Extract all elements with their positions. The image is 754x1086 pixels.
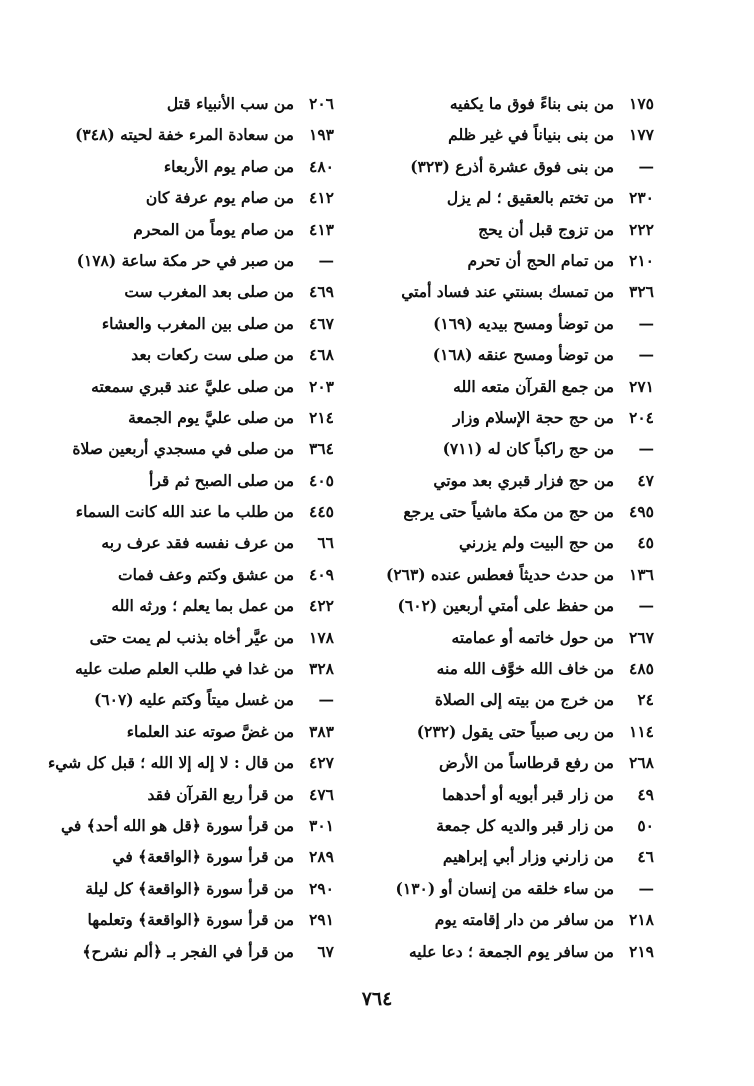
index-entry: [64, 465, 334, 496]
index-entry: [402, 151, 654, 182]
entry-number: ٤٠٥: [309, 470, 334, 490]
index-entry: [402, 779, 654, 810]
index-entry: [397, 590, 654, 621]
index-entry: [402, 433, 654, 464]
entry-number: ٢٠٦: [309, 94, 334, 113]
entry-number: ٤٩٥: [629, 502, 654, 522]
index-entry: [64, 716, 334, 747]
entry-text: من حج البيت ولم يزرني: [459, 533, 614, 553]
entry-text: من قرأ سورة ﴿قل هو الله أحد﴾ في: [60, 815, 294, 835]
entry-text: من ربى صبياً حتى يقول (٢٣٢): [416, 721, 614, 741]
entry-number: ٤٧: [637, 470, 654, 490]
entry-text: من تمام الحج أن تحرم: [467, 250, 614, 270]
entry-number: ٤٠٩: [309, 564, 334, 584]
index-entry: [402, 119, 654, 150]
entry-number: ٤٢٢: [309, 596, 334, 616]
entry-number: ٦٦: [317, 533, 334, 553]
entry-text: من تختم بالعقيق ؛ لم يزل: [446, 188, 614, 208]
index-entry: [64, 402, 334, 433]
entry-text: من بنى بنياناً في غير ظلم: [448, 125, 614, 145]
entry-number: ٤٩: [637, 784, 654, 804]
entry-text: من قرأ سورة ﴿الواقعة﴾ وتعلمها: [87, 910, 294, 930]
entry-number: ٢١٩: [629, 941, 654, 961]
entry-text: من حفظ على أمتي أربعين (٦٠٢): [397, 596, 614, 616]
entry-number: ٣٠١: [309, 815, 334, 835]
index-entry: [402, 716, 654, 747]
index-entry: [64, 559, 334, 590]
entry-number: ٢٨٩: [309, 847, 334, 867]
index-entry: [64, 308, 334, 339]
index-entry: [64, 339, 334, 370]
entry-number: ٣٨٣: [309, 721, 334, 741]
entry-number: ٤٨٥: [629, 659, 654, 679]
entry-text: من صلى الصبح ثم قرأ: [149, 470, 294, 490]
entry-number: ٣٦٤: [309, 439, 334, 459]
entry-text: من عمل بما يعلم ؛ ورثه الله: [111, 596, 294, 616]
entry-number: ١٧٨: [309, 627, 334, 647]
entry-text: من تمسك بسنتي عند فساد أمتي: [401, 282, 614, 302]
entry-text: من توضأ ومسح عنقه (١٦٨): [432, 345, 614, 365]
index-entry: [64, 182, 334, 213]
entry-text: من تزوج قبل أن يحج: [478, 219, 614, 239]
entry-text: من سافر يوم الجمعة ؛ دعا عليه: [408, 941, 614, 961]
index-column-right: [385, 88, 654, 967]
entry-number: ٣٢٦: [629, 282, 654, 302]
index-entry: [47, 747, 334, 778]
entry-text: من حدث حديثاً فعطس عنده (٢٦٣): [385, 564, 614, 584]
index-entry: [402, 747, 654, 778]
entry-number: ١١٤: [629, 721, 654, 741]
entry-number: ٢٤: [637, 690, 654, 710]
entry-text: من زار قبر والديه كل جمعة: [436, 815, 614, 835]
entry-number: ٢٦٧: [629, 627, 654, 647]
entry-text: من بنى بناءً فوق ما يكفيه: [449, 94, 614, 113]
entry-number: ١٣٦: [629, 564, 654, 584]
index-entry: [402, 339, 654, 370]
index-entry: [402, 841, 654, 872]
index-entry: [402, 182, 654, 213]
entry-number: ٤٦٧: [309, 313, 334, 333]
index-entry: [64, 653, 334, 684]
entry-text: من صلى بعد المغرب ست: [124, 282, 294, 302]
entry-text: من قرأ سورة ﴿الواقعة﴾ كل ليلة: [85, 878, 294, 898]
entry-text: من عيَّر أخاه بذنب لم يمت حتى: [89, 627, 294, 647]
entry-text: من سافر من دار إقامته يوم: [434, 910, 614, 930]
entry-number: ٤٧٦: [309, 784, 334, 804]
index-entry: [64, 779, 334, 810]
entry-text: من حول خاتمه أو عمامته: [451, 627, 614, 647]
index-entry: [64, 276, 334, 307]
index-entry: [64, 88, 334, 119]
entry-text: من حج من مكة ماشياً حتى يرجع: [403, 502, 614, 522]
entry-text: من قرأ ربع القرآن فقد: [147, 784, 294, 804]
index-entry: [402, 684, 654, 715]
entry-number: ٤٤٥: [309, 502, 334, 522]
index-entry: [402, 936, 654, 967]
entry-text: من خرج من بيته إلى الصلاة: [434, 690, 614, 710]
entry-text: من ساء خلقه من إنسان أو (١٣٠): [395, 878, 614, 898]
entry-number: ٢١٨: [629, 910, 654, 930]
index-entry: [60, 810, 334, 841]
index-entry: [64, 496, 334, 527]
entry-number: —: [318, 690, 334, 710]
index-entry: [402, 88, 654, 119]
entry-number: ٤١٢: [309, 188, 334, 208]
index-column-left: [47, 88, 334, 967]
index-entry: [395, 873, 654, 904]
entry-text: من صلى عليَّ يوم الجمعة: [128, 407, 294, 427]
entry-number: ٢٢٢: [629, 219, 654, 239]
entry-number: ٢١٤: [309, 407, 334, 427]
entry-number: ٢٠٣: [309, 376, 334, 396]
index-entry: [64, 622, 334, 653]
index-entry: [402, 465, 654, 496]
index-entry: [64, 214, 334, 245]
entry-text: من صام يوم الأربعاء: [163, 156, 294, 176]
entry-number: ٤٦٩: [309, 282, 334, 302]
entry-number: ١٧٧: [629, 125, 654, 145]
index-entry: [64, 245, 334, 276]
index-entry: [402, 527, 654, 558]
entry-number: ٤٥: [637, 533, 654, 553]
entry-text: من صلى في مسجدي أربعين صلاة: [72, 439, 294, 459]
index-entry: [64, 936, 334, 967]
entry-text: من صلى عليَّ عند قبري سمعته: [91, 376, 294, 396]
entry-number: ٤٦٨: [309, 345, 334, 365]
index-entry: [402, 308, 654, 339]
entry-number: ٦٧: [317, 941, 334, 961]
entry-text: من زار قبر أبويه أو أحدهما: [442, 784, 614, 804]
index-entry: [402, 402, 654, 433]
index-entry: [64, 684, 334, 715]
index-entry: [402, 245, 654, 276]
entry-text: من قرأ في الفجر بـ ﴿ألم نشرح﴾: [82, 941, 294, 961]
entry-text: من حج راكباً كان له (٧١١): [442, 439, 614, 459]
entry-number: —: [638, 345, 654, 365]
entry-number: ٢١٠: [629, 250, 654, 270]
entry-text: من غضَّ صوته عند العلماء: [126, 721, 294, 741]
entry-number: ٤٦: [637, 847, 654, 867]
entry-text: من سب الأنبياء قتل: [166, 94, 294, 113]
index-entry: [64, 590, 334, 621]
entry-text: من زارني وزار أبي إبراهيم: [442, 847, 614, 867]
index-entry: [402, 653, 654, 684]
entry-text: من صبر في حر مكة ساعة (١٧٨): [76, 250, 294, 270]
index-entry: [64, 873, 334, 904]
entry-number: ٤٨٠: [309, 156, 334, 176]
entry-text: من عرف نفسه فقد عرف ربه: [101, 533, 294, 553]
entry-number: ٣٢٨: [309, 659, 334, 679]
entry-text: من صام يوم عرفة كان: [145, 188, 294, 208]
entry-number: —: [638, 878, 654, 898]
index-entry: [64, 371, 334, 402]
entry-text: من قرأ سورة ﴿الواقعة﴾ في: [112, 847, 294, 867]
entry-number: ٢٧١: [629, 376, 654, 396]
index-entry: [64, 527, 334, 558]
index-entry: [64, 841, 334, 872]
entry-text: من رفع قرطاساً من الأرض: [438, 753, 614, 773]
entry-number: ٤١٣: [309, 219, 334, 239]
index-entry: [64, 904, 334, 935]
index-entry: [402, 371, 654, 402]
entry-text: من حج فزار قبري بعد موتي: [433, 470, 614, 490]
entry-text: من غسل ميتاً وكتم عليه (٦٠٧): [93, 690, 294, 710]
entry-text: من جمع القرآن متعه الله: [453, 376, 614, 396]
entry-text: من غدا في طلب العلم صلت عليه: [75, 659, 294, 679]
entry-number: —: [318, 250, 334, 270]
index-entry: [402, 276, 654, 307]
entry-text: من طلب ما عند الله كانت السماء: [75, 502, 294, 522]
entry-number: —: [638, 156, 654, 176]
index-entry: [402, 496, 654, 527]
index-entry: [402, 622, 654, 653]
entry-text: من خاف الله خوَّف الله منه: [436, 659, 614, 679]
entry-number: ٥٠: [637, 815, 654, 835]
entry-number: —: [638, 596, 654, 616]
index-entry: [64, 433, 334, 464]
entry-text: من توضأ ومسح بيديه (١٦٩): [433, 313, 614, 333]
entry-text: من صلى ست ركعات بعد: [131, 345, 294, 365]
entry-text: من سعادة المرء خفة لحيته (٣٤٨): [75, 125, 294, 145]
entry-text: من عشق وكتم وعف فمات: [117, 564, 294, 584]
index-entry: [402, 904, 654, 935]
entry-number: ٢٠٤: [629, 407, 654, 427]
entry-text: من حج حجة الإسلام وزار: [453, 407, 614, 427]
index-entry: [64, 151, 334, 182]
entry-number: ١٧٥: [629, 94, 654, 113]
index-entry: [385, 559, 654, 590]
entry-number: ٢٩١: [309, 910, 334, 930]
entry-number: ٢٦٨: [629, 753, 654, 773]
entry-text: من صام يوماً من المحرم: [133, 219, 294, 239]
entry-number: ١٩٣: [309, 125, 334, 145]
entry-number: ٤٢٧: [309, 753, 334, 773]
index-entry: [402, 810, 654, 841]
entry-text: من بنى فوق عشرة أذرع (٣٢٣): [410, 156, 614, 176]
index-entry: [64, 119, 334, 150]
index-entry: [402, 214, 654, 245]
entry-number: —: [638, 439, 654, 459]
entry-text: من قال : لا إله إلا الله ؛ قبل كل شيء: [47, 753, 294, 773]
entry-text: من صلى بين المغرب والعشاء: [101, 313, 294, 333]
entry-number: —: [638, 313, 654, 333]
entry-number: ٢٩٠: [309, 878, 334, 898]
entry-number: ٢٣٠: [629, 188, 654, 208]
page-number: ٧٦٤: [361, 988, 393, 1010]
